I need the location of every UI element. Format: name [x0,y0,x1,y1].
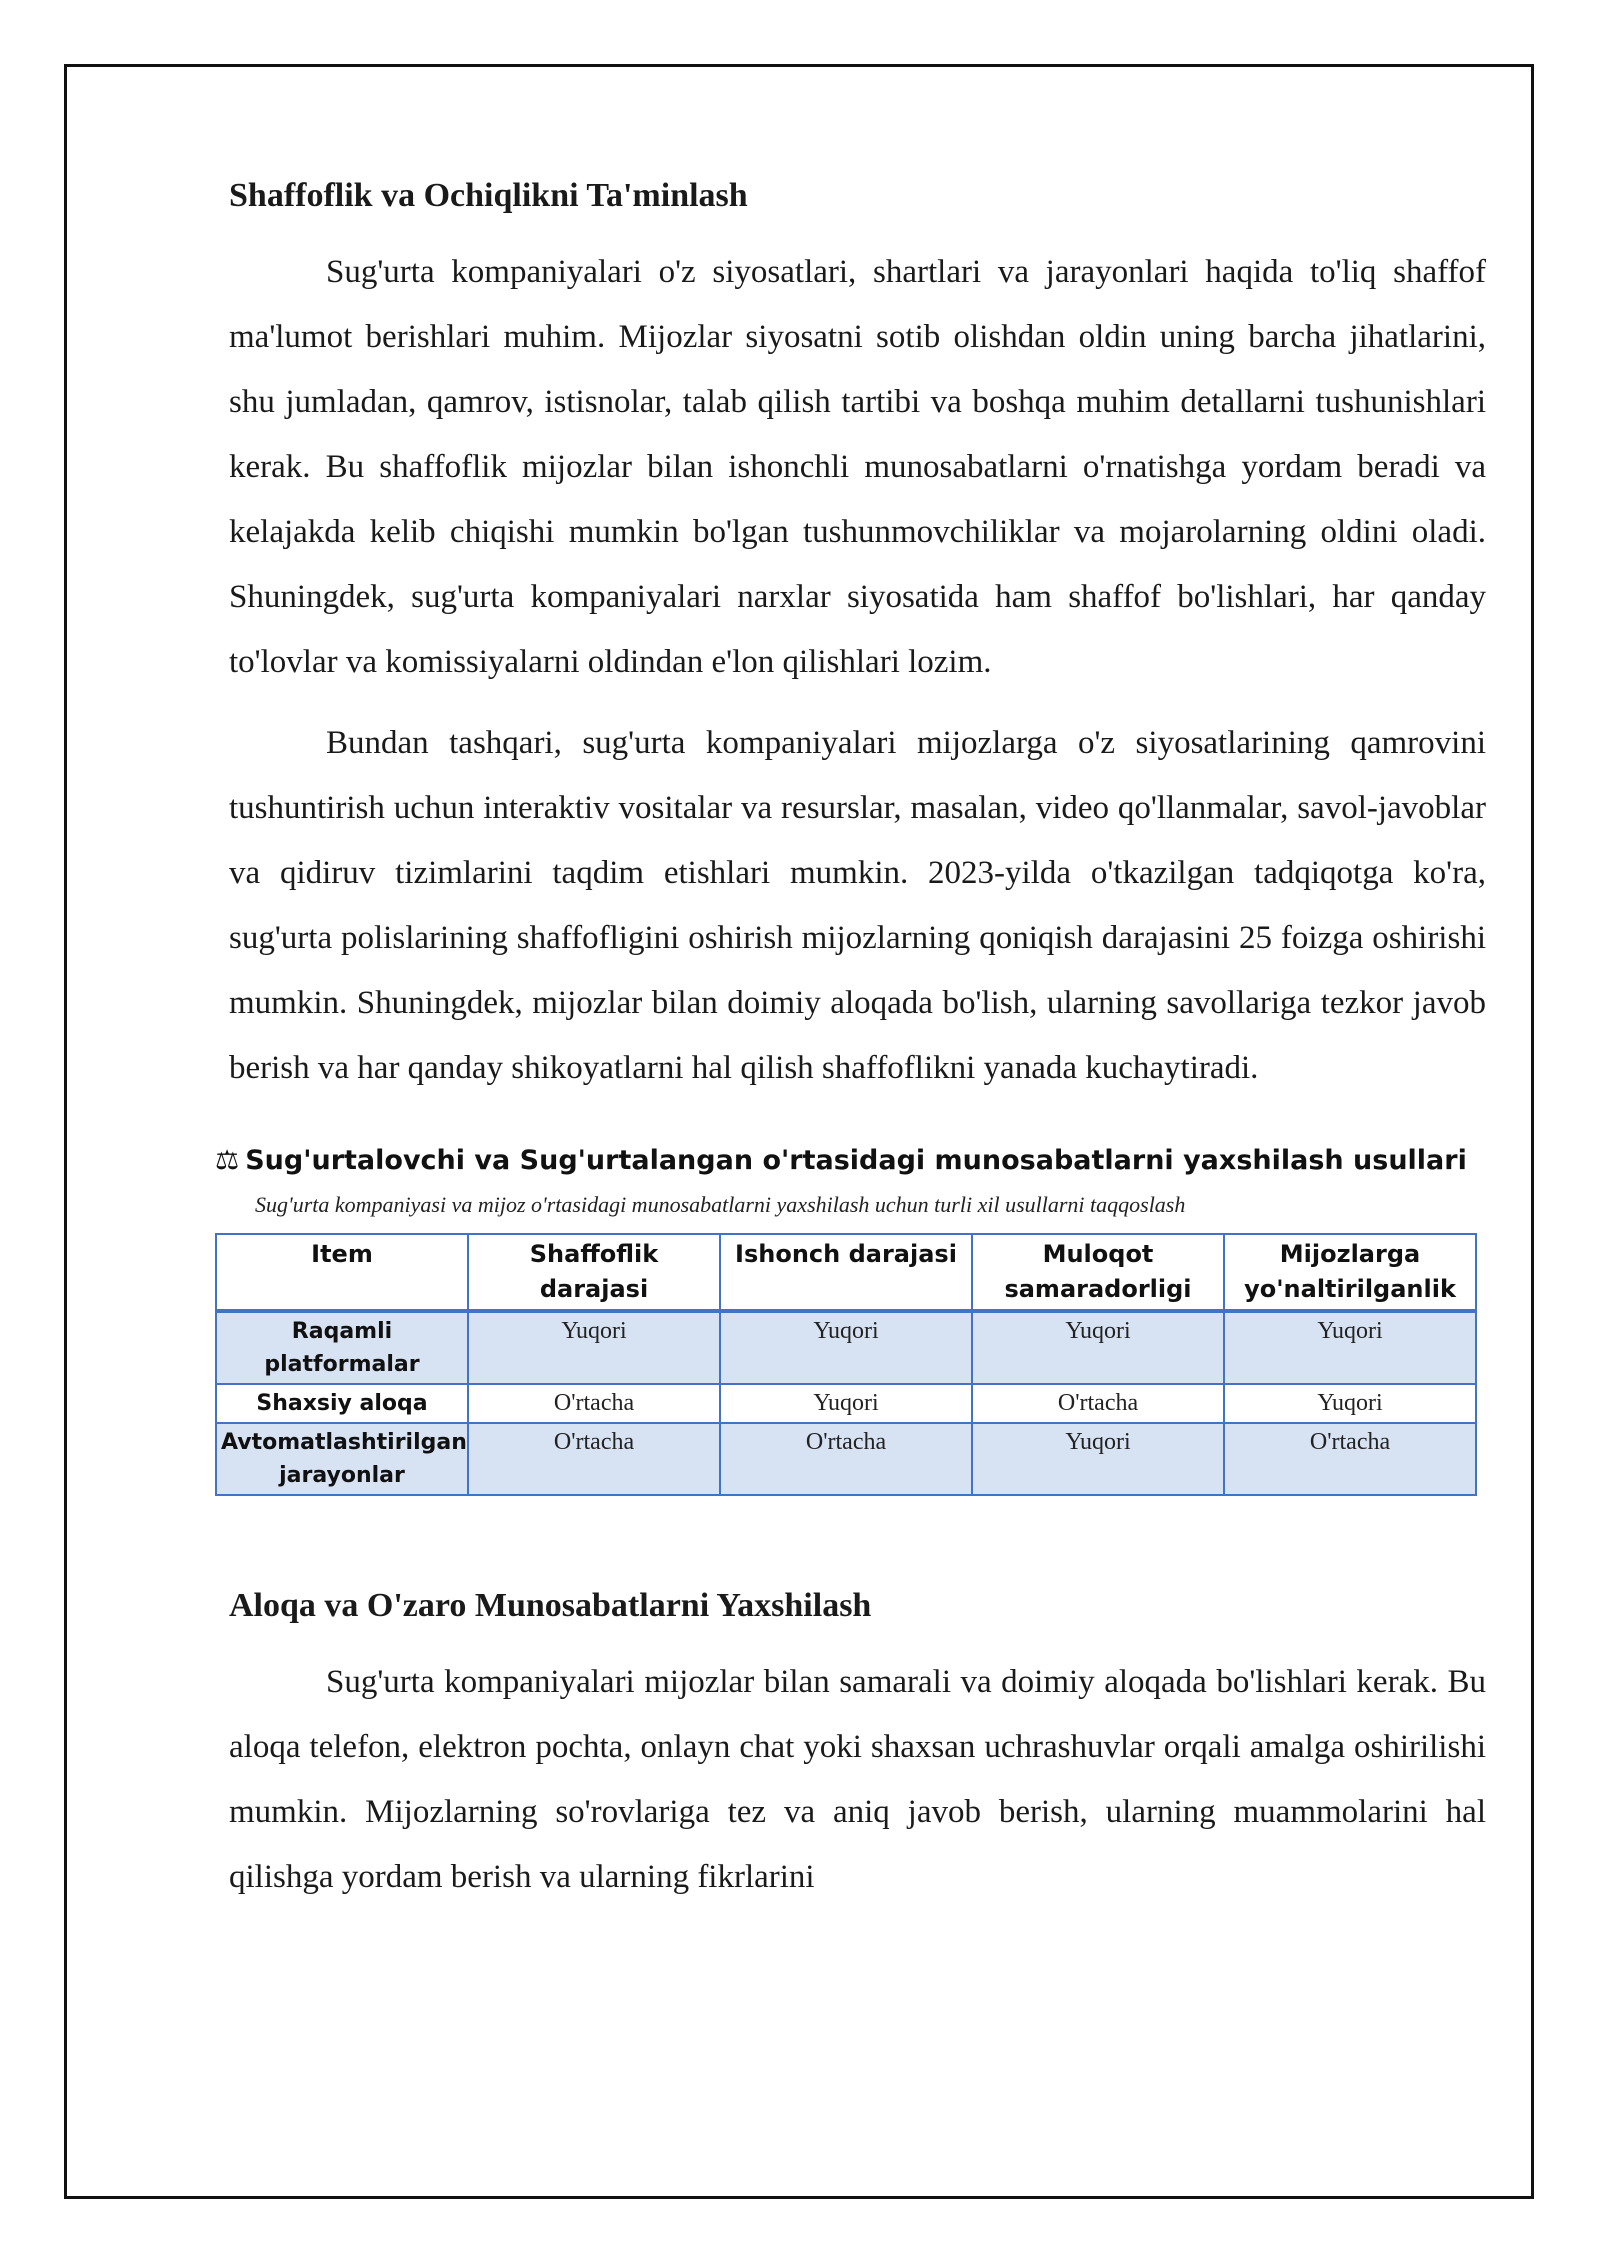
scale-icon: ⚖ [215,1145,240,1176]
table-cell: O'rtacha [720,1423,972,1495]
table-cell: Yuqori [972,1311,1224,1384]
row-label: Avtomatlashtirilgan jarayonlar [216,1423,468,1495]
table-row [216,1423,1476,1495]
table-caption: Sug'urta kompaniyasi va mijoz o'rtasidagi munosabatlarni yaxshilash uchun turli xil usullarni taqqoslash [255,1192,1186,1217]
paragraph: Sug'urta kompaniyalari o'z siyosatlari, shartlari va jarayonlari haqida to'liq shaffof ma'lumot berishlari muhim. Mijozlar siyosatni sotib olishdan oldin uning barcha jihatlarini, shu jumladan, qamrov, istisnolar, talab qilish tartibi va boshqa muhim detallarni tushunishlari kerak. Bu shaffoflik mijozlar bilan ishonchli munosabatlarni o'rnatishga yordam beradi va kelajakda kelib chiqishi mumkin bo'lgan tushunmovchiliklar va mojarolarning oldini oladi. Shuningdek, sug'urta kompaniyalari narxlar siyosatida ham shaffof bo'lishlari, har qanday to'lovlar va komissiyalarni oldindan e'lon qilishlari lozim. [229,254,1486,680]
table-cell: Yuqori [468,1311,720,1384]
section-heading-communication: Aloqa va O'zaro Munosabatlarni Yaxshilash [229,1587,872,1624]
table-cell: O'rtacha [468,1384,720,1423]
section-heading-transparency: Shaffoflik va Ochiqlikni Ta'minlash [229,177,748,214]
table-cell: Yuqori [1224,1311,1476,1384]
table-cell: Yuqori [720,1384,972,1423]
table-cell: Yuqori [972,1423,1224,1495]
table-cell: O'rtacha [1224,1423,1476,1495]
column-header: Ishonch darajasi [720,1234,972,1311]
table-row [216,1384,1476,1423]
table-header-row [216,1234,1476,1311]
row-label: Raqamli platformalar [216,1311,468,1384]
table-row [216,1311,1476,1384]
row-label: Shaxsiy aloqa [216,1384,468,1423]
column-header: Mijozlarga yo'naltirilganlik [1224,1234,1476,1311]
document-body [215,168,1486,1910]
column-header: Muloqot samaradorligi [972,1234,1224,1311]
column-header: Shaffoflik darajasi [468,1234,720,1311]
paragraph: Bundan tashqari, sug'urta kompaniyalari mijozlarga o'z siyosatlarining qamrovini tushuntirish uchun interaktiv vositalar va resurslar, masalan, video qo'llanmalar, savol-javoblar va qidiruv tizimlarini taqdim etishlari mumkin. 2023-yilda o'tkazilgan tadqiqotga ko'ra, sug'urta polislarining shaffofligini oshirish mijozlarning qoniqish darajasini 25 foizga oshirishi mumkin. Shuningdek, mijozlar bilan doimiy aloqada bo'lish, ularning savollariga tezkor javob berish va har qanday shikoyatlarni hal qilish shaffoflikni yanada kuchaytiradi. [229,725,1486,1086]
table-cell: O'rtacha [972,1384,1224,1423]
paragraph: Sug'urta kompaniyalari mijozlar bilan samarali va doimiy aloqada bo'lishlari kerak. Bu aloqa telefon, elektron pochta, onlayn chat yoki shaxsan uchrashuvlar orqali amalga oshirilishi mumkin. Mijozlarning so'rovlariga tez va aniq javob berish, ularning muammolarini hal qilishga yordam berish va ularning fikrlarini [229,1664,1486,1895]
column-header: Item [216,1234,468,1311]
table-title [215,1141,1477,1181]
table-title-text: Sug'urtalovchi va Sug'urtalangan o'rtasidagi munosabatlarni yaxshilash usullari [245,1145,1467,1176]
table-cell: O'rtacha [468,1423,720,1495]
comparison-table [215,1233,1477,1496]
table-cell: Yuqori [1224,1384,1476,1423]
table-cell: Yuqori [720,1311,972,1384]
comparison-table-block [215,1141,1477,1496]
